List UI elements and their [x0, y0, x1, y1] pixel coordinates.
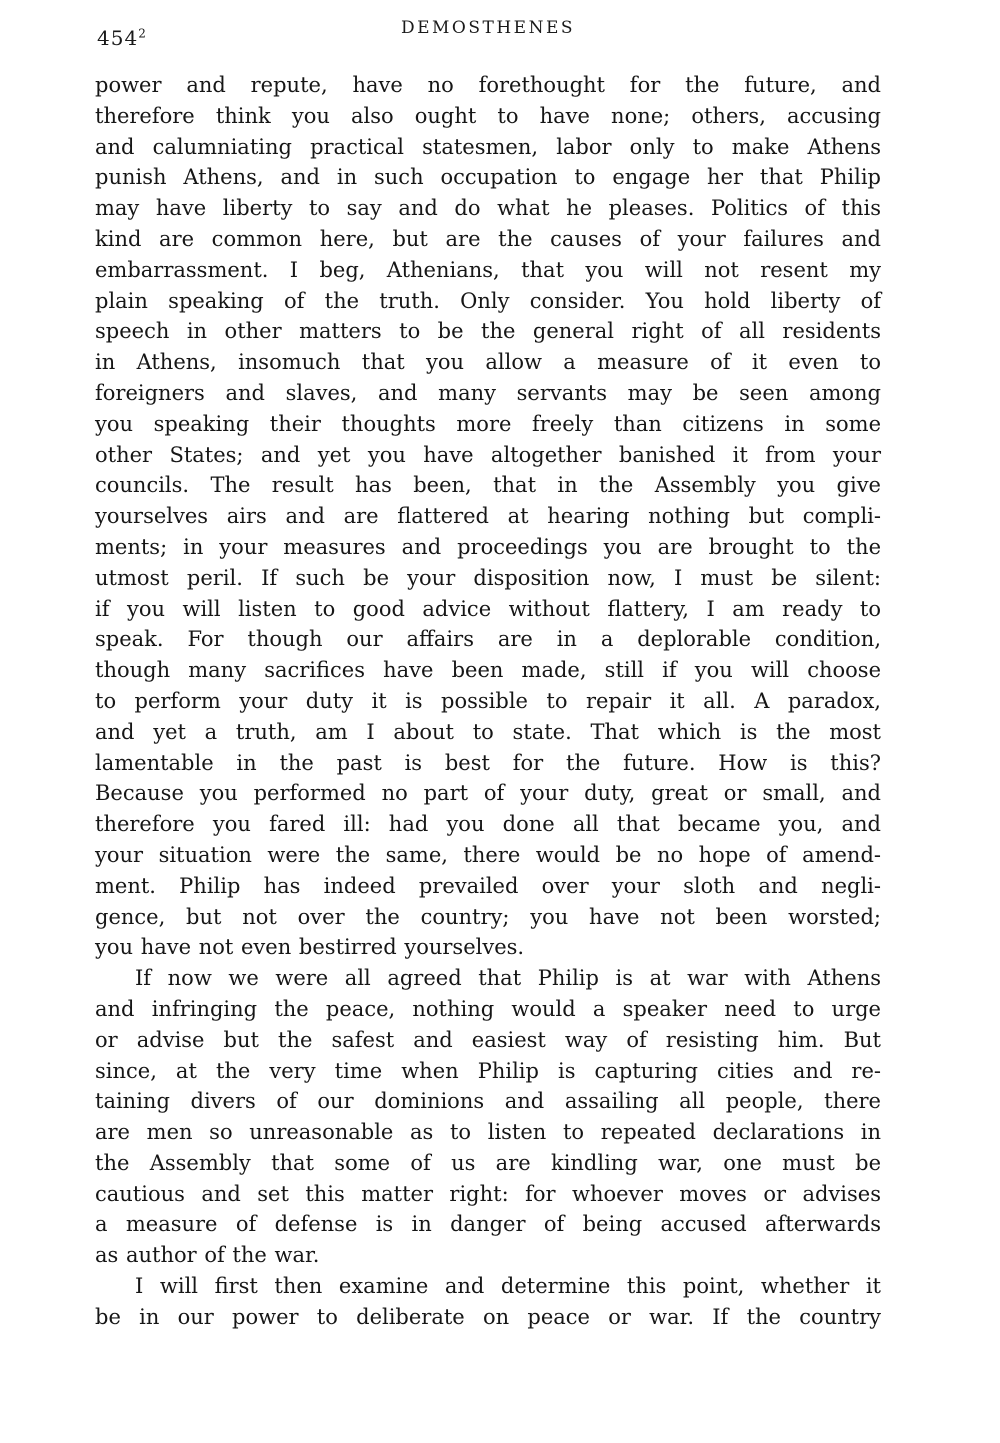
text-line: kind are common here, but are the causes of your failures and — [95, 226, 881, 251]
text-line: plain speaking of the truth. Only consider. You hold liberty of — [95, 288, 881, 313]
text-line: If now we were all agreed that Philip is at war with Athens — [135, 966, 881, 991]
text-line: utmost peril. If such be your disposition now, I must be silent: — [95, 565, 881, 590]
text-line: your situation were the same, there would be no hope of amend- — [95, 842, 881, 867]
text-line: and calumniating practical statesmen, labor only to make Athens — [95, 134, 881, 159]
text-line: embarrassment. I beg, Athenians, that you will not resent my — [95, 257, 881, 282]
text-line: punish Athens, and in such occupation to engage her that Philip — [95, 165, 881, 190]
text-line: speech in other matters to be the general right of all residents — [95, 319, 881, 344]
text-line: therefore you fared ill: had you done all that became you, and — [95, 812, 881, 837]
text-line: yourselves airs and are flattered at hearing nothing but compli- — [95, 504, 881, 529]
text-line: taining divers of our dominions and assailing all people, there — [95, 1089, 881, 1114]
page-header — [95, 18, 881, 52]
text-line: other States; and yet you have altogether banished it from your — [95, 442, 881, 467]
text-line: though many sacrifices have been made, still if you will choose — [95, 658, 881, 683]
text-line: gence, but not over the country; you have not been worsted; — [95, 904, 881, 929]
text-line: are men so unreasonable as to listen to repeated declarations in — [95, 1120, 881, 1145]
text-line: a measure of defense is in danger of being accused afterwards — [95, 1212, 881, 1237]
text-line: foreigners and slaves, and many servants may be seen among — [95, 380, 881, 405]
text-line: be in our power to deliberate on peace or war. If the country — [95, 1304, 881, 1329]
text-line: since, at the very time when Philip is capturing cities and re- — [95, 1058, 881, 1083]
text-line: you speaking their thoughts more freely than citizens in some — [95, 411, 881, 436]
text-line: therefore think you also ought to have none; others, accusing — [95, 103, 881, 128]
text-line: you have not even bestirred yourselves. — [95, 935, 525, 960]
text-line: cautious and set this matter right: for whoever moves or advises — [95, 1181, 881, 1206]
text-line: speak. For though our affairs are in a deplorable condition, — [95, 627, 881, 652]
text-line: ments; in your measures and proceedings you are brought to the — [95, 534, 881, 559]
text-line: the Assembly that some of us are kindling war, one must be — [95, 1150, 881, 1175]
text-line: and infringing the peace, nothing would a speaker need to urge — [95, 996, 881, 1021]
text-line: ment. Philip has indeed prevailed over your sloth and negli- — [95, 873, 881, 898]
text-line: or advise but the safest and easiest way of resisting him. But — [95, 1027, 881, 1052]
running-title: DEMOSTHENES — [400, 18, 576, 38]
text-line: Because you performed no part of your duty, great or small, and — [95, 781, 881, 806]
text-line: I will first then examine and determine this point, whether it — [135, 1274, 881, 1299]
text-line: as author of the war. — [95, 1243, 320, 1268]
text-line: may have liberty to say and do what he pleases. Politics of this — [95, 196, 881, 221]
text-line: lamentable in the past is best for the future. How is this? — [95, 750, 881, 775]
text-line: in Athens, insomuch that you allow a measure of it even to — [95, 350, 881, 375]
page-number-value: 454 — [97, 26, 139, 50]
text-line: and yet a truth, am I about to state. That which is the most — [95, 719, 881, 744]
body-text — [95, 70, 881, 1333]
text-line: councils. The result has been, that in the Assembly you give — [95, 473, 881, 498]
text-line: power and repute, have no forethought for the future, and — [95, 73, 881, 97]
text-line: if you will listen to good advice without flattery, I am ready to — [95, 596, 881, 621]
text-line: to perform your duty it is possible to repair it all. A paradox, — [95, 688, 881, 713]
page-number-superscript: 2 — [138, 26, 147, 41]
